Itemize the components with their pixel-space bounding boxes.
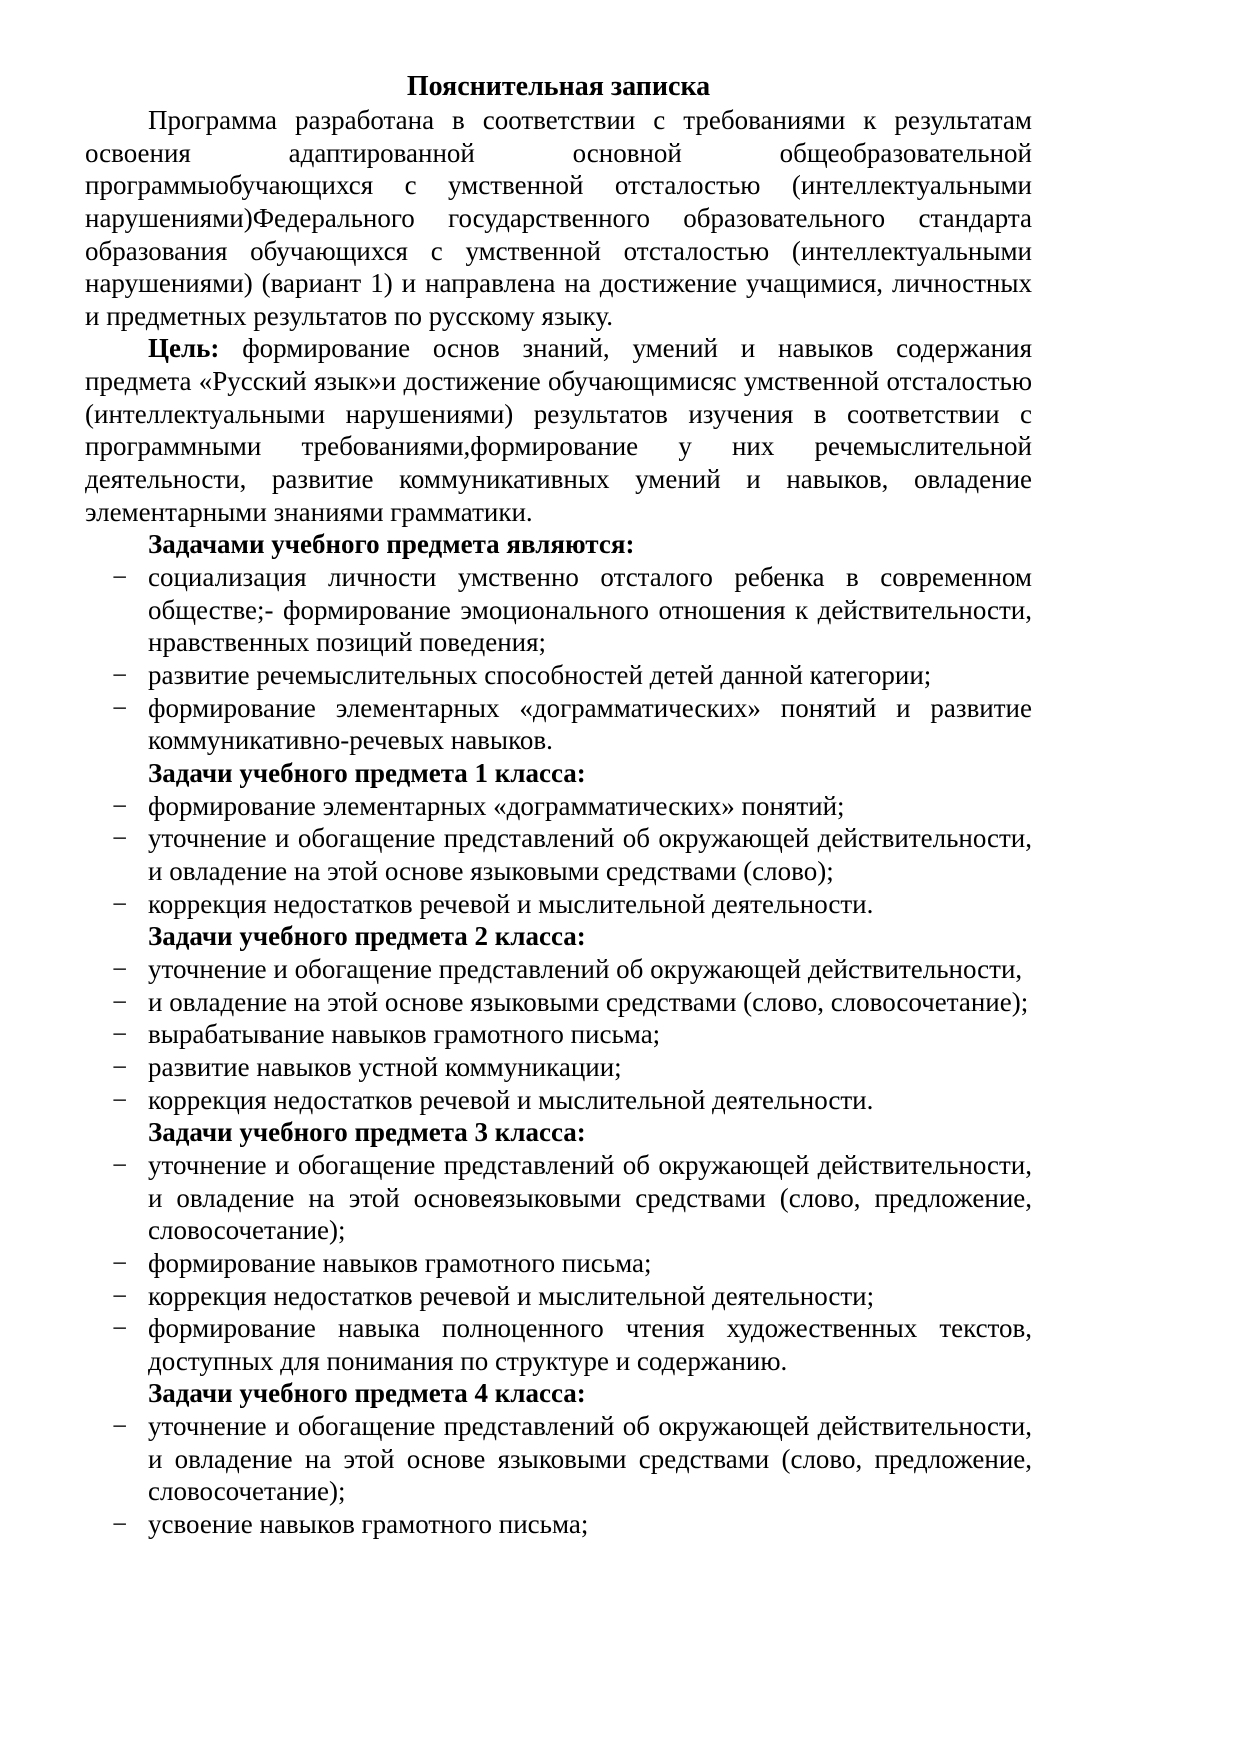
list-item [85,953,1032,986]
dash-marker: − [112,1051,128,1082]
list-item [85,561,1032,659]
section-heading-grade3: Задачи учебного предмета 3 класса: [148,1117,586,1148]
dash-marker: − [112,1149,128,1180]
goal-label: Цель: [148,333,220,364]
dash-marker: − [112,1280,128,1311]
dash-marker: − [112,953,128,984]
dash-marker: − [112,888,128,919]
list-item [85,1051,1032,1084]
list-item-text: формирование навыков грамотного письма; [148,1247,652,1278]
list-item [85,692,1032,757]
dash-marker: − [112,1019,128,1050]
list-item [85,1018,1032,1051]
section-heading-tasks: Задачами учебного предмета являются: [148,529,635,560]
list-item [85,1508,1032,1541]
list-item-text: формирование навыка полноценного чтения художественных текстов, доступных для понимания по структуре и содержанию. [148,1313,1032,1376]
dash-marker: − [112,1411,128,1442]
dash-marker: − [112,1084,128,1115]
list-item-text: коррекция недостатков речевой и мыслительной деятельности; [148,1280,875,1311]
list-item [85,1312,1032,1377]
list-item [85,1084,1032,1117]
dash-marker: − [112,823,128,854]
goal-paragraph [85,332,1032,528]
dash-marker: − [112,692,128,723]
dash-marker: − [112,562,128,593]
list-item-text: коррекция недостатков речевой и мыслительной деятельности. [148,1084,874,1115]
list-item [85,1149,1032,1247]
list-item [85,986,1032,1019]
list-item [85,1247,1032,1280]
intro-paragraph: Программа разработана в соответствии с требованиями к результатам освоения адаптированной основной общеобразовательной программыобучающихся с умственной отсталостью (интеллектуальными нарушениями)Федерального государственного образовательного стандарта образования обучающихся с умственной отсталостью (интеллектуальными нарушениями) (вариант 1) и направлена на достижение учащимися, личностных и предметных результатов по русскому языку. [85,104,1032,331]
goal-text: формирование основ знаний, умений и навыков содержания предмета «Русский язык»и достижение обучающимисяс умственной отсталостью (интеллектуальными нарушениями) результатов изучения в соответствии с программными требованиями,формирование у них речемыслительной деятельности, развитие коммуникативных умений и навыков, овладение элементарными знаниями грамматики. [85,333,1032,527]
section-heading-grade2: Задачи учебного предмета 2 класса: [148,921,586,952]
dash-marker: − [112,660,128,691]
list-item-text: уточнение и обогащение представлений об окружающей действительности, и овладение на этой основеязыковыми средствами (слово, предложение, словосочетание); [148,1149,1032,1246]
list-item-text: развитие речемыслительных способностей детей данной категории; [148,660,932,691]
dash-marker: − [112,986,128,1017]
list-item [85,1410,1032,1508]
list-item [85,1280,1032,1313]
list-item [85,659,1032,692]
dash-marker: − [112,1313,128,1344]
list-item-text: усвоение навыков грамотного письма; [148,1509,589,1540]
section-heading-grade4: Задачи учебного предмета 4 класса: [148,1378,586,1409]
list-item [85,790,1032,823]
list-item-text: формирование элементарных «дограмматических» понятий; [148,790,845,821]
list-item-text: вырабатывание навыков грамотного письма; [148,1019,661,1050]
section-heading-grade1: Задачи учебного предмета 1 класса: [148,758,586,788]
list-item-text: развитие навыков устной коммуникации; [148,1051,622,1082]
list-item [85,822,1032,887]
list-item-text: уточнение и обогащение представлений об окружающей действительности, и овладение на этой основе языковыми средствами (слово, предложение, словосочетание); [148,1411,1032,1507]
dash-marker: − [112,790,128,821]
list-item-text: коррекция недостатков речевой и мыслительной деятельности. [148,888,874,919]
list-item-text: уточнение и обогащение представлений об окружающей действительности, [148,953,1023,984]
dash-marker: − [112,1509,128,1540]
list-item [85,888,1032,921]
list-item-text: и овладение на этой основе языковыми средствами (слово, словосочетание); [148,986,1029,1017]
list-item-text: социализация личности умственно отсталого ребенка в современном обществе;- формирование эмоционального отношения к действительности, нравственных позиций поведения; [148,562,1032,658]
list-item-text: формирование элементарных «дограмматических» понятий и развитие коммуникативно-речевых навыков. [148,692,1032,756]
page-title: Пояснительная записка [406,71,711,102]
list-item-text: уточнение и обогащение представлений об окружающей действительности, и овладение на этой основе языковыми средствами (слово); [148,823,1032,886]
dash-marker: − [112,1247,128,1278]
